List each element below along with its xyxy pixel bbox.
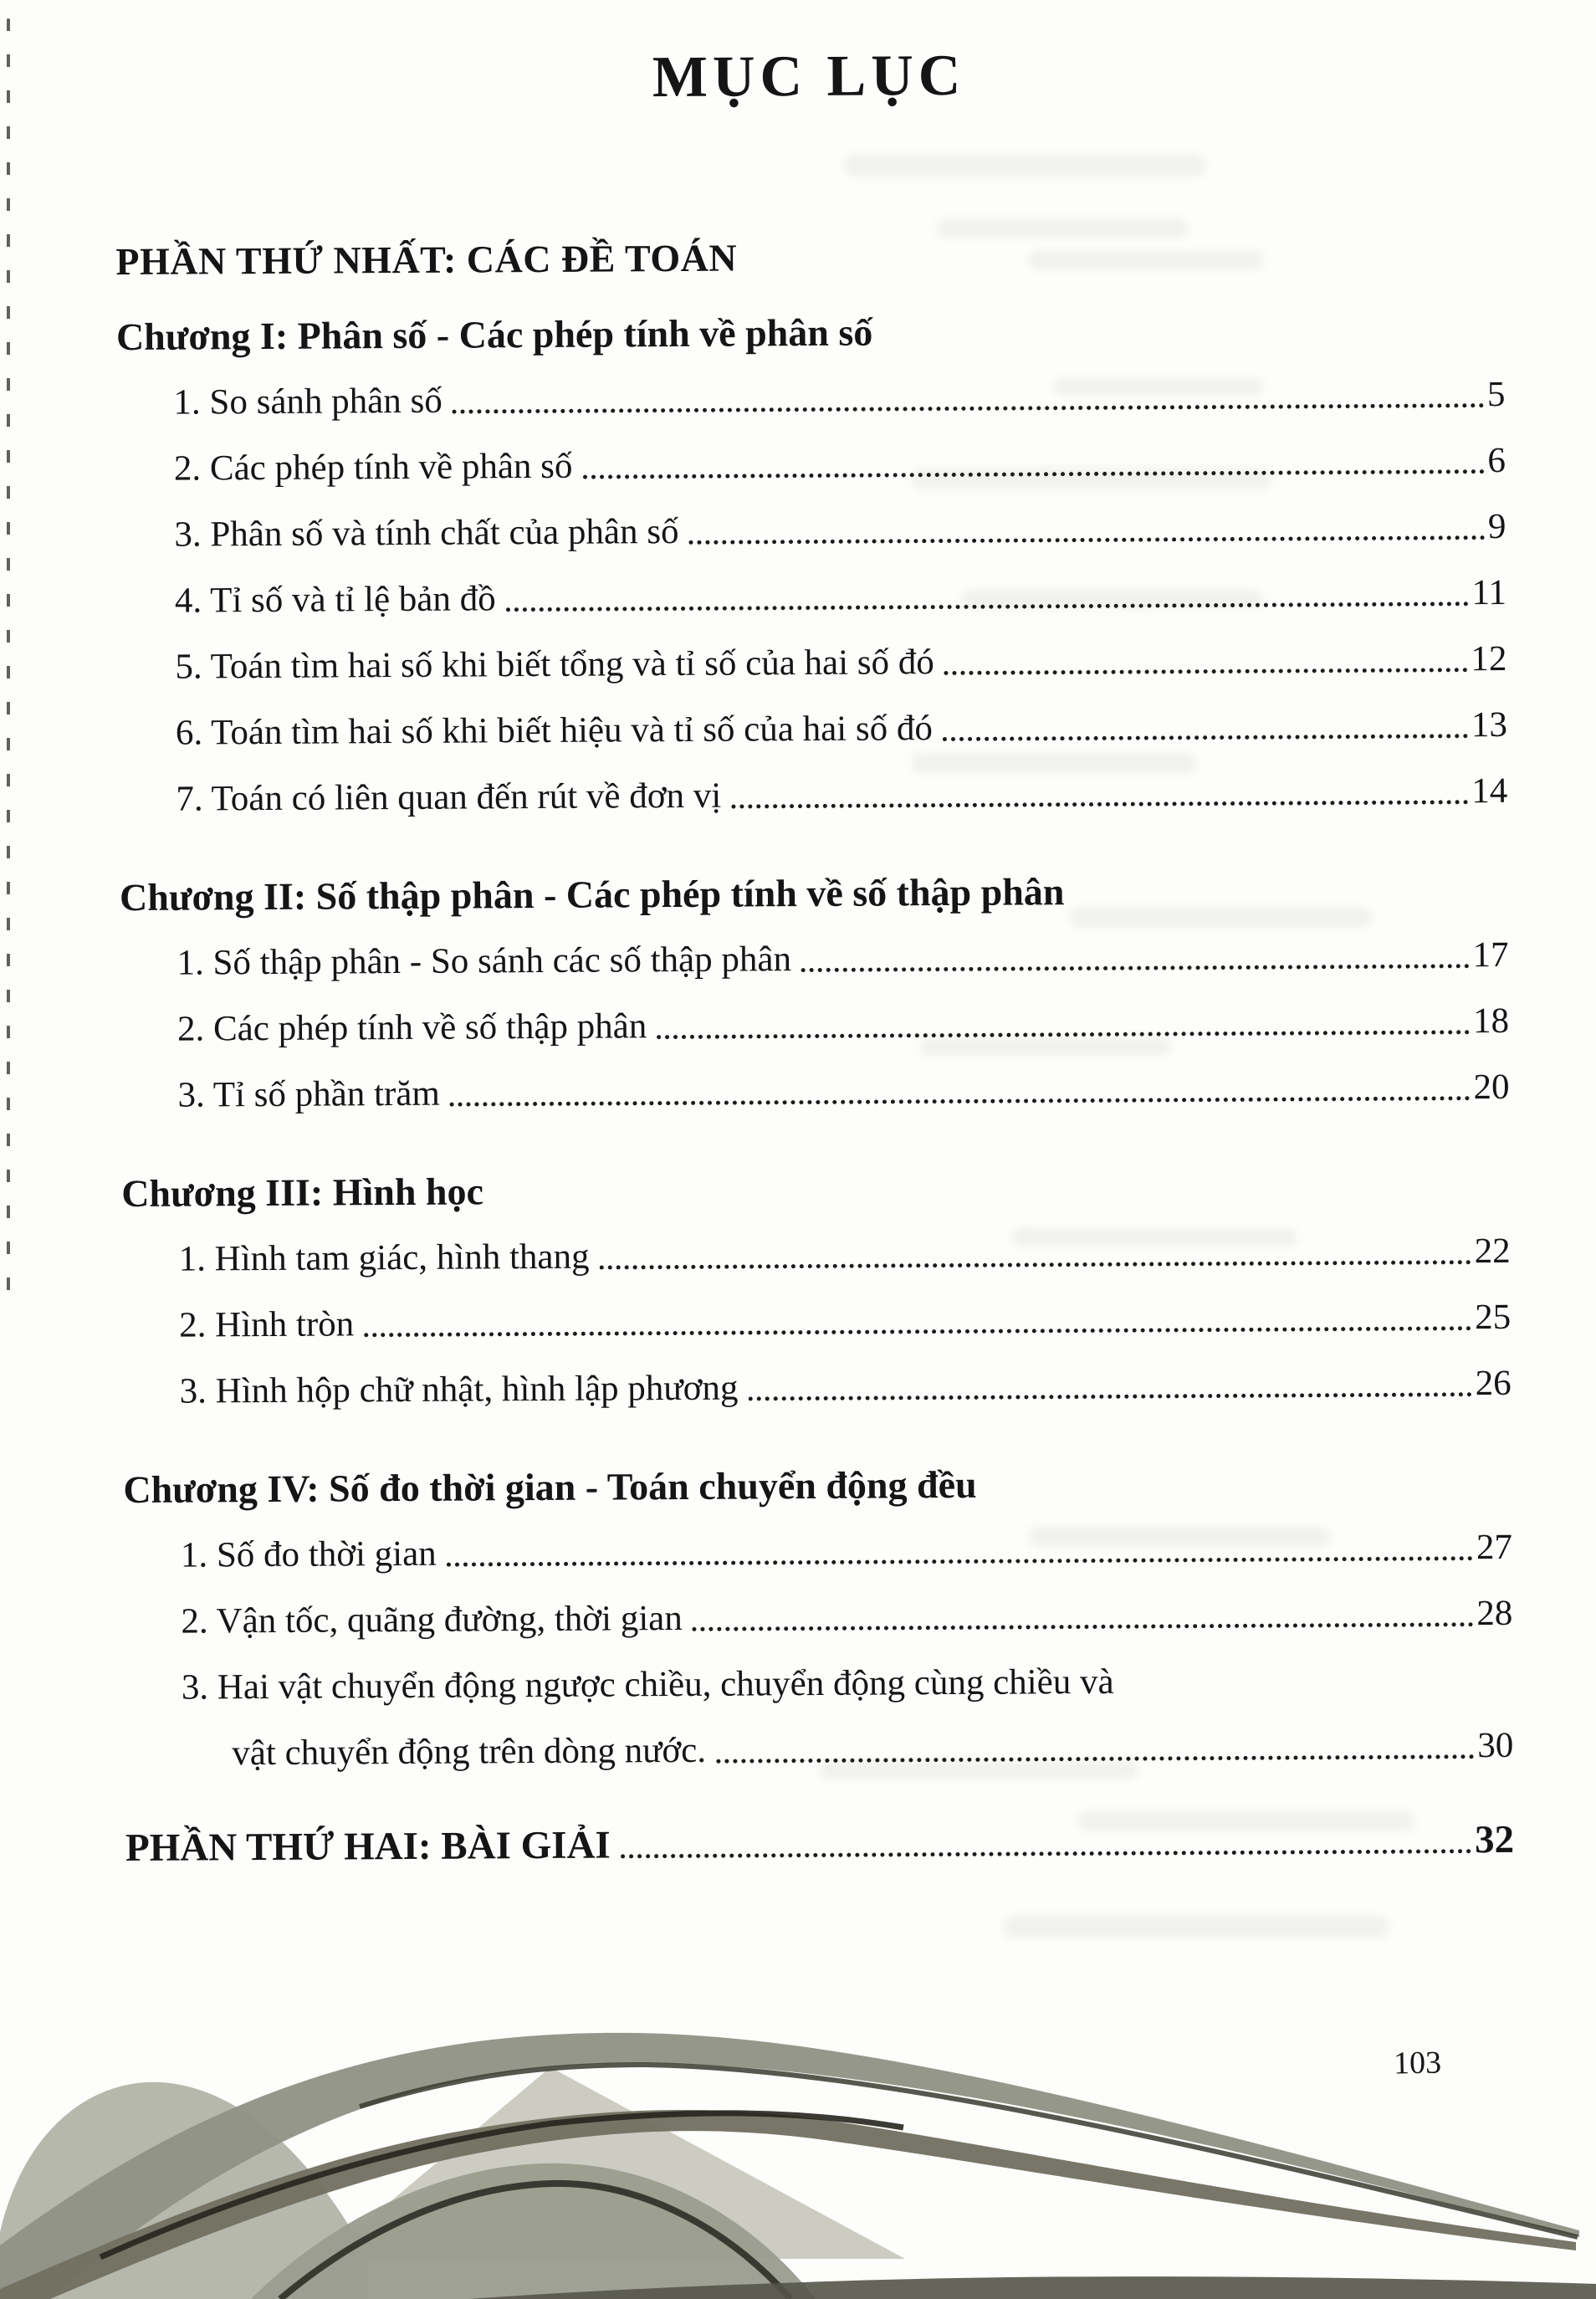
toc-entry [124,1591,1512,1643]
dot-leader [453,403,1484,414]
toc-entry [117,438,1506,490]
toc-entry-label: 6. Toán tìm hai số khi biết hiệu và tỉ số của hai số đó [175,708,934,753]
chapter-1 [116,305,1508,821]
toc-entry-label: 5. Toán tìm hai số khi biết tổng và tỉ số của hai số đó [175,642,934,687]
toc-entry-page: 13 [1471,704,1507,745]
toc-entry-label: 3. Tỉ số phần trăm [177,1073,440,1115]
toc-entry [123,1361,1512,1413]
chapter-4-title: Chương IV: Số đo thời gian - Toán chuyển động đều [123,1462,977,1511]
dot-leader [716,1754,1474,1764]
dot-leader [657,1030,1470,1039]
part2-page: 32 [1474,1817,1515,1861]
toc-entry-page: 14 [1471,771,1508,811]
toc-entry [124,1525,1512,1577]
dot-leader [447,1556,1473,1566]
toc-entry-page: 28 [1476,1593,1513,1633]
toc-entry-label: 1. Hình tam giác, hình thang [178,1237,590,1279]
toc-entry-wrapped-line2 [125,1723,1513,1775]
chapter-4-items [124,1525,1514,1775]
toc-entry-page: 18 [1472,1001,1510,1041]
toc-entry-label: 7. Toán có liên quan đến rút về đơn vị [176,776,722,819]
toc-entry [122,1229,1511,1281]
toc-entry-label: 4. Tỉ số và tỉ lệ bản đồ [174,578,496,621]
toc-entry-page: 12 [1471,638,1507,678]
toc-entry [122,1295,1511,1347]
toc-entry-label: 2. Vận tốc, quãng đường, thời gian [181,1598,683,1641]
toc-entry-page: 5 [1486,374,1506,414]
toc-entry-page: 30 [1477,1725,1514,1765]
dot-leader [943,734,1468,741]
chapter-4 [123,1458,1513,1775]
dot-leader [450,1096,1471,1106]
toc-entry-wrapped-line1: 3. Hai vật chuyển động ngược chiều, chuyển động cùng chiều và [181,1662,1114,1708]
chapter-1-title: Chương I: Phân số - Các phép tính về phân số [115,310,873,358]
toc-entry-label: vật chuyển động trên dòng nước. [232,1730,707,1773]
toc-entry-page: 25 [1475,1297,1512,1337]
toc-entry-label: 1. Số thập phân - So sánh các số thập phân [176,939,792,983]
dot-leader [364,1326,1471,1337]
dot-leader [801,964,1470,972]
part2-heading: PHẦN THỨ HAI: BÀI GIẢI [125,1823,611,1870]
toc-entry [119,769,1507,821]
toc-content [115,0,1515,1871]
toc-entry [120,933,1508,985]
toc-entry [118,571,1506,622]
footer-swoosh-graphic [0,1948,1596,2299]
toc-entry-page: 9 [1487,506,1506,546]
toc-entry [120,1065,1509,1117]
toc-entry-page: 20 [1473,1067,1510,1107]
scan-edge-artifact [7,18,10,1311]
toc-entry-page: 27 [1476,1527,1513,1567]
toc-entry-page: 26 [1475,1363,1512,1403]
toc-entry [119,703,1507,755]
dot-leader [693,1622,1474,1631]
chapter-3-items [122,1229,1512,1413]
toc-entry-page: 11 [1471,572,1507,612]
dot-leader [689,535,1485,545]
toc-entry-page: 22 [1474,1231,1511,1271]
toc-entry-label: 2. Hình tròn [179,1303,355,1345]
toc-entry-label: 1. So sánh phân số [173,381,442,422]
toc-entry-label: 2. Các phép tính về số thập phân [176,1006,647,1049]
dot-leader [583,469,1485,479]
toc-entry-page: 17 [1472,934,1509,975]
toc-entry-label: 1. Số đo thời gian [180,1534,437,1575]
chapter-3 [121,1162,1512,1413]
chapter-2 [120,866,1510,1117]
toc-entry-page: 6 [1487,440,1506,480]
chapter-2-title: Chương II: Số thập phân - Các phép tính về số thập phân [119,869,1065,919]
dot-leader [621,1849,1471,1858]
toc-entry-label: 3. Hình hộp chữ nhật, hình lập phương [179,1368,739,1411]
chapter-3-title: Chương III: Hình học [121,1169,484,1215]
toc-entry [120,999,1509,1051]
dot-leader [600,1260,1471,1269]
page-title: MỤC LỤC [652,43,966,110]
toc-entry-label: 3. Phân số và tính chất của phân số [174,511,679,555]
toc-entry [117,504,1506,556]
folio-page-number: 103 [1393,2045,1442,2081]
dot-leader [731,800,1468,808]
toc-entry [118,637,1506,689]
toc-entry [116,372,1505,424]
part2-heading-row [125,1815,1514,1871]
dot-leader [944,668,1468,675]
part1-heading: PHẦN THỨ NHẤT: CÁC ĐỀ TOÁN [115,236,738,283]
dot-leader [506,602,1469,612]
toc-entry-label: 2. Các phép tính về phân số [173,446,573,489]
dot-leader [748,1392,1471,1400]
chapter-1-items [116,372,1507,821]
chapter-2-items [120,933,1509,1117]
bleedthrough-smudge [1004,1916,1389,1938]
